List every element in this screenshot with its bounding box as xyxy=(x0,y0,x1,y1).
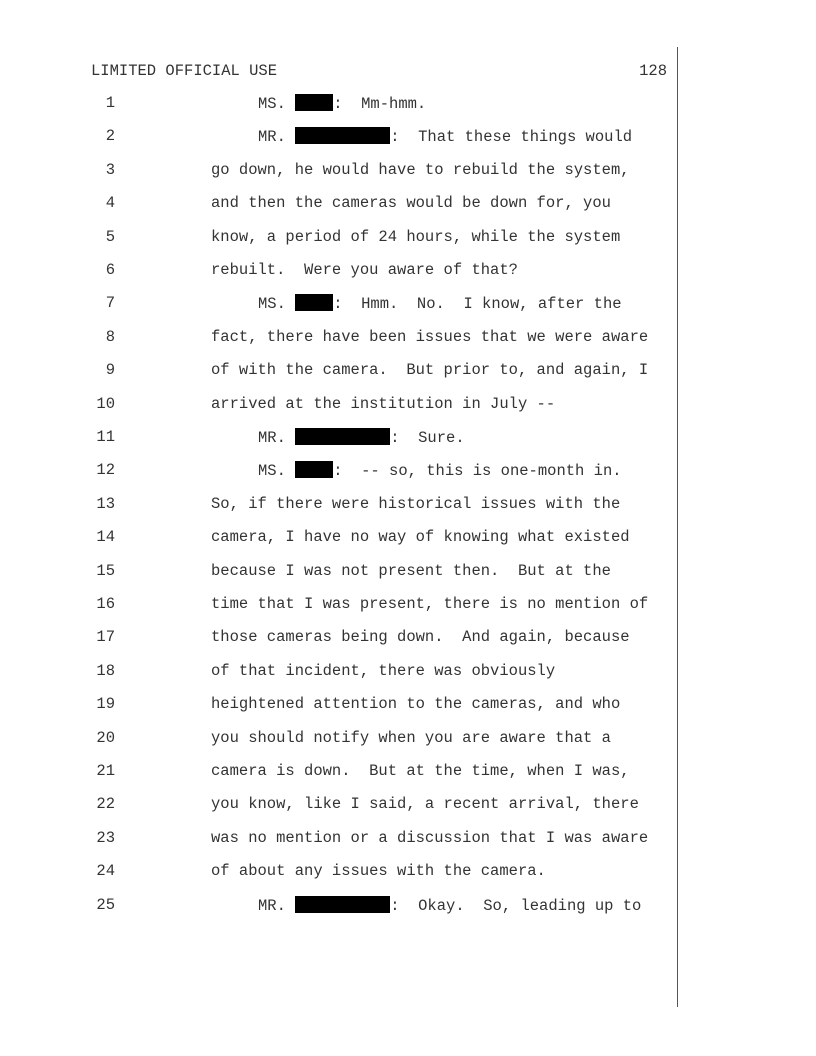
transcript-line xyxy=(0,628,680,650)
spoken-text: : Okay. So, leading up to xyxy=(390,896,642,915)
line-text xyxy=(258,94,426,113)
transcript-line xyxy=(0,595,680,617)
line-text xyxy=(211,695,620,713)
transcript-line xyxy=(0,395,680,417)
line-text xyxy=(211,395,555,413)
line-text xyxy=(211,829,648,847)
line-text xyxy=(211,495,620,513)
spoken-text: you should notify when you are aware that a xyxy=(211,728,611,747)
spoken-text: rebuilt. Were you aware of that? xyxy=(211,261,518,279)
transcript-line xyxy=(0,461,680,483)
line-text xyxy=(211,662,555,680)
redaction-box xyxy=(295,294,333,311)
speaker-title: MR. xyxy=(258,896,296,915)
line-text xyxy=(211,562,611,580)
line-text xyxy=(211,595,648,613)
transcript-line xyxy=(0,361,680,383)
transcript-line xyxy=(0,294,680,316)
line-number: 19 xyxy=(96,695,115,714)
spoken-text: So, if there were historical issues with the xyxy=(211,494,621,513)
spoken-text: of with the camera. But prior to, and again, I xyxy=(211,361,649,380)
line-number: 17 xyxy=(96,628,115,647)
line-number: 15 xyxy=(96,561,115,580)
spoken-text: know, a period of 24 hours, while the system xyxy=(211,227,621,246)
line-number: 10 xyxy=(96,394,115,413)
line-text xyxy=(211,862,546,880)
line-number: 13 xyxy=(96,494,115,513)
line-text xyxy=(258,896,641,915)
speaker-title: MS. xyxy=(258,295,296,314)
transcript-line xyxy=(0,729,680,751)
line-number: 3 xyxy=(105,160,115,179)
line-number: 21 xyxy=(96,762,115,780)
line-text xyxy=(258,428,465,447)
speaker-title: MR. xyxy=(258,128,296,147)
transcript-line xyxy=(0,228,680,250)
transcript-line xyxy=(0,161,680,183)
page-number: 128 xyxy=(639,62,667,80)
redaction-box xyxy=(295,94,333,111)
line-number: 24 xyxy=(96,862,115,881)
line-number: 16 xyxy=(96,595,115,613)
line-text xyxy=(211,528,630,546)
line-text xyxy=(211,328,648,346)
speaker-title: MS. xyxy=(258,462,296,481)
line-number: 9 xyxy=(105,361,115,380)
spoken-text: of about any issues with the camera. xyxy=(211,862,546,881)
line-text xyxy=(211,228,620,246)
line-text xyxy=(211,729,611,747)
transcript-line xyxy=(0,261,680,283)
line-number: 6 xyxy=(105,261,115,279)
line-number: 20 xyxy=(96,728,115,747)
line-text xyxy=(258,461,622,480)
line-text xyxy=(211,161,630,179)
transcript-line xyxy=(0,562,680,584)
spoken-text: of that incident, there was obviously xyxy=(211,661,556,680)
redaction-box xyxy=(295,461,333,478)
spoken-text: : -- so, this is one-month in. xyxy=(333,462,622,481)
spoken-text: heightened attention to the cameras, and who xyxy=(211,695,621,714)
transcript-line xyxy=(0,495,680,517)
transcript-line xyxy=(0,662,680,684)
spoken-text: time that I was present, there is no mention of xyxy=(211,595,649,613)
redaction-box xyxy=(295,127,390,144)
spoken-text: : That these things would xyxy=(390,128,633,147)
line-number: 18 xyxy=(96,661,115,680)
speaker-title: MS. xyxy=(258,95,296,113)
spoken-text: arrived at the institution in July -- xyxy=(211,394,556,413)
line-number: 14 xyxy=(96,528,115,547)
spoken-text: those cameras being down. And again, because xyxy=(211,628,630,647)
spoken-text: camera, I have no way of knowing what existed xyxy=(211,528,630,547)
classification-header: LIMITED OFFICIAL USE xyxy=(91,62,278,80)
spoken-text: : Sure. xyxy=(390,429,465,447)
spoken-text: : Hmm. No. I know, after the xyxy=(333,295,622,314)
line-text xyxy=(211,762,630,780)
transcript-line xyxy=(0,695,680,717)
line-number: 11 xyxy=(96,428,115,446)
transcript-line xyxy=(0,762,680,784)
transcript-line xyxy=(0,896,680,918)
spoken-text: camera is down. But at the time, when I was, xyxy=(211,762,630,780)
redaction-box xyxy=(295,428,390,445)
transcript-line xyxy=(0,862,680,884)
line-number: 12 xyxy=(96,461,115,480)
spoken-text: : Mm-hmm. xyxy=(333,95,427,113)
transcript-line xyxy=(0,194,680,216)
line-number: 7 xyxy=(105,294,115,313)
transcript-line xyxy=(0,795,680,817)
transcript-line xyxy=(0,528,680,550)
line-text xyxy=(211,261,518,279)
speaker-title: MR. xyxy=(258,429,296,447)
spoken-text: go down, he would have to rebuild the system, xyxy=(211,160,630,179)
line-number: 2 xyxy=(105,127,115,146)
spoken-text: and then the cameras would be down for, you xyxy=(211,194,611,213)
spoken-text: you know, like I said, a recent arrival, there xyxy=(211,795,639,814)
line-number: 22 xyxy=(96,795,115,814)
spoken-text: was no mention or a discussion that I was aware xyxy=(211,828,649,847)
line-text xyxy=(258,294,622,313)
line-number: 8 xyxy=(105,327,115,346)
line-number: 23 xyxy=(96,828,115,847)
transcript-line xyxy=(0,428,680,450)
line-number: 1 xyxy=(105,94,115,112)
line-number: 4 xyxy=(105,194,115,213)
transcript-line xyxy=(0,127,680,149)
line-number: 25 xyxy=(96,895,115,914)
line-text xyxy=(211,628,630,646)
line-number: 5 xyxy=(105,227,115,246)
line-text xyxy=(211,795,639,813)
transcript-line xyxy=(0,328,680,350)
line-text xyxy=(258,127,632,146)
transcript-line xyxy=(0,94,680,116)
spoken-text: because I was not present then. But at the xyxy=(211,561,611,580)
line-text xyxy=(211,361,648,379)
line-text xyxy=(211,194,611,212)
spoken-text: fact, there have been issues that we were aware xyxy=(211,327,649,346)
transcript-line xyxy=(0,829,680,851)
redaction-box xyxy=(295,896,390,913)
